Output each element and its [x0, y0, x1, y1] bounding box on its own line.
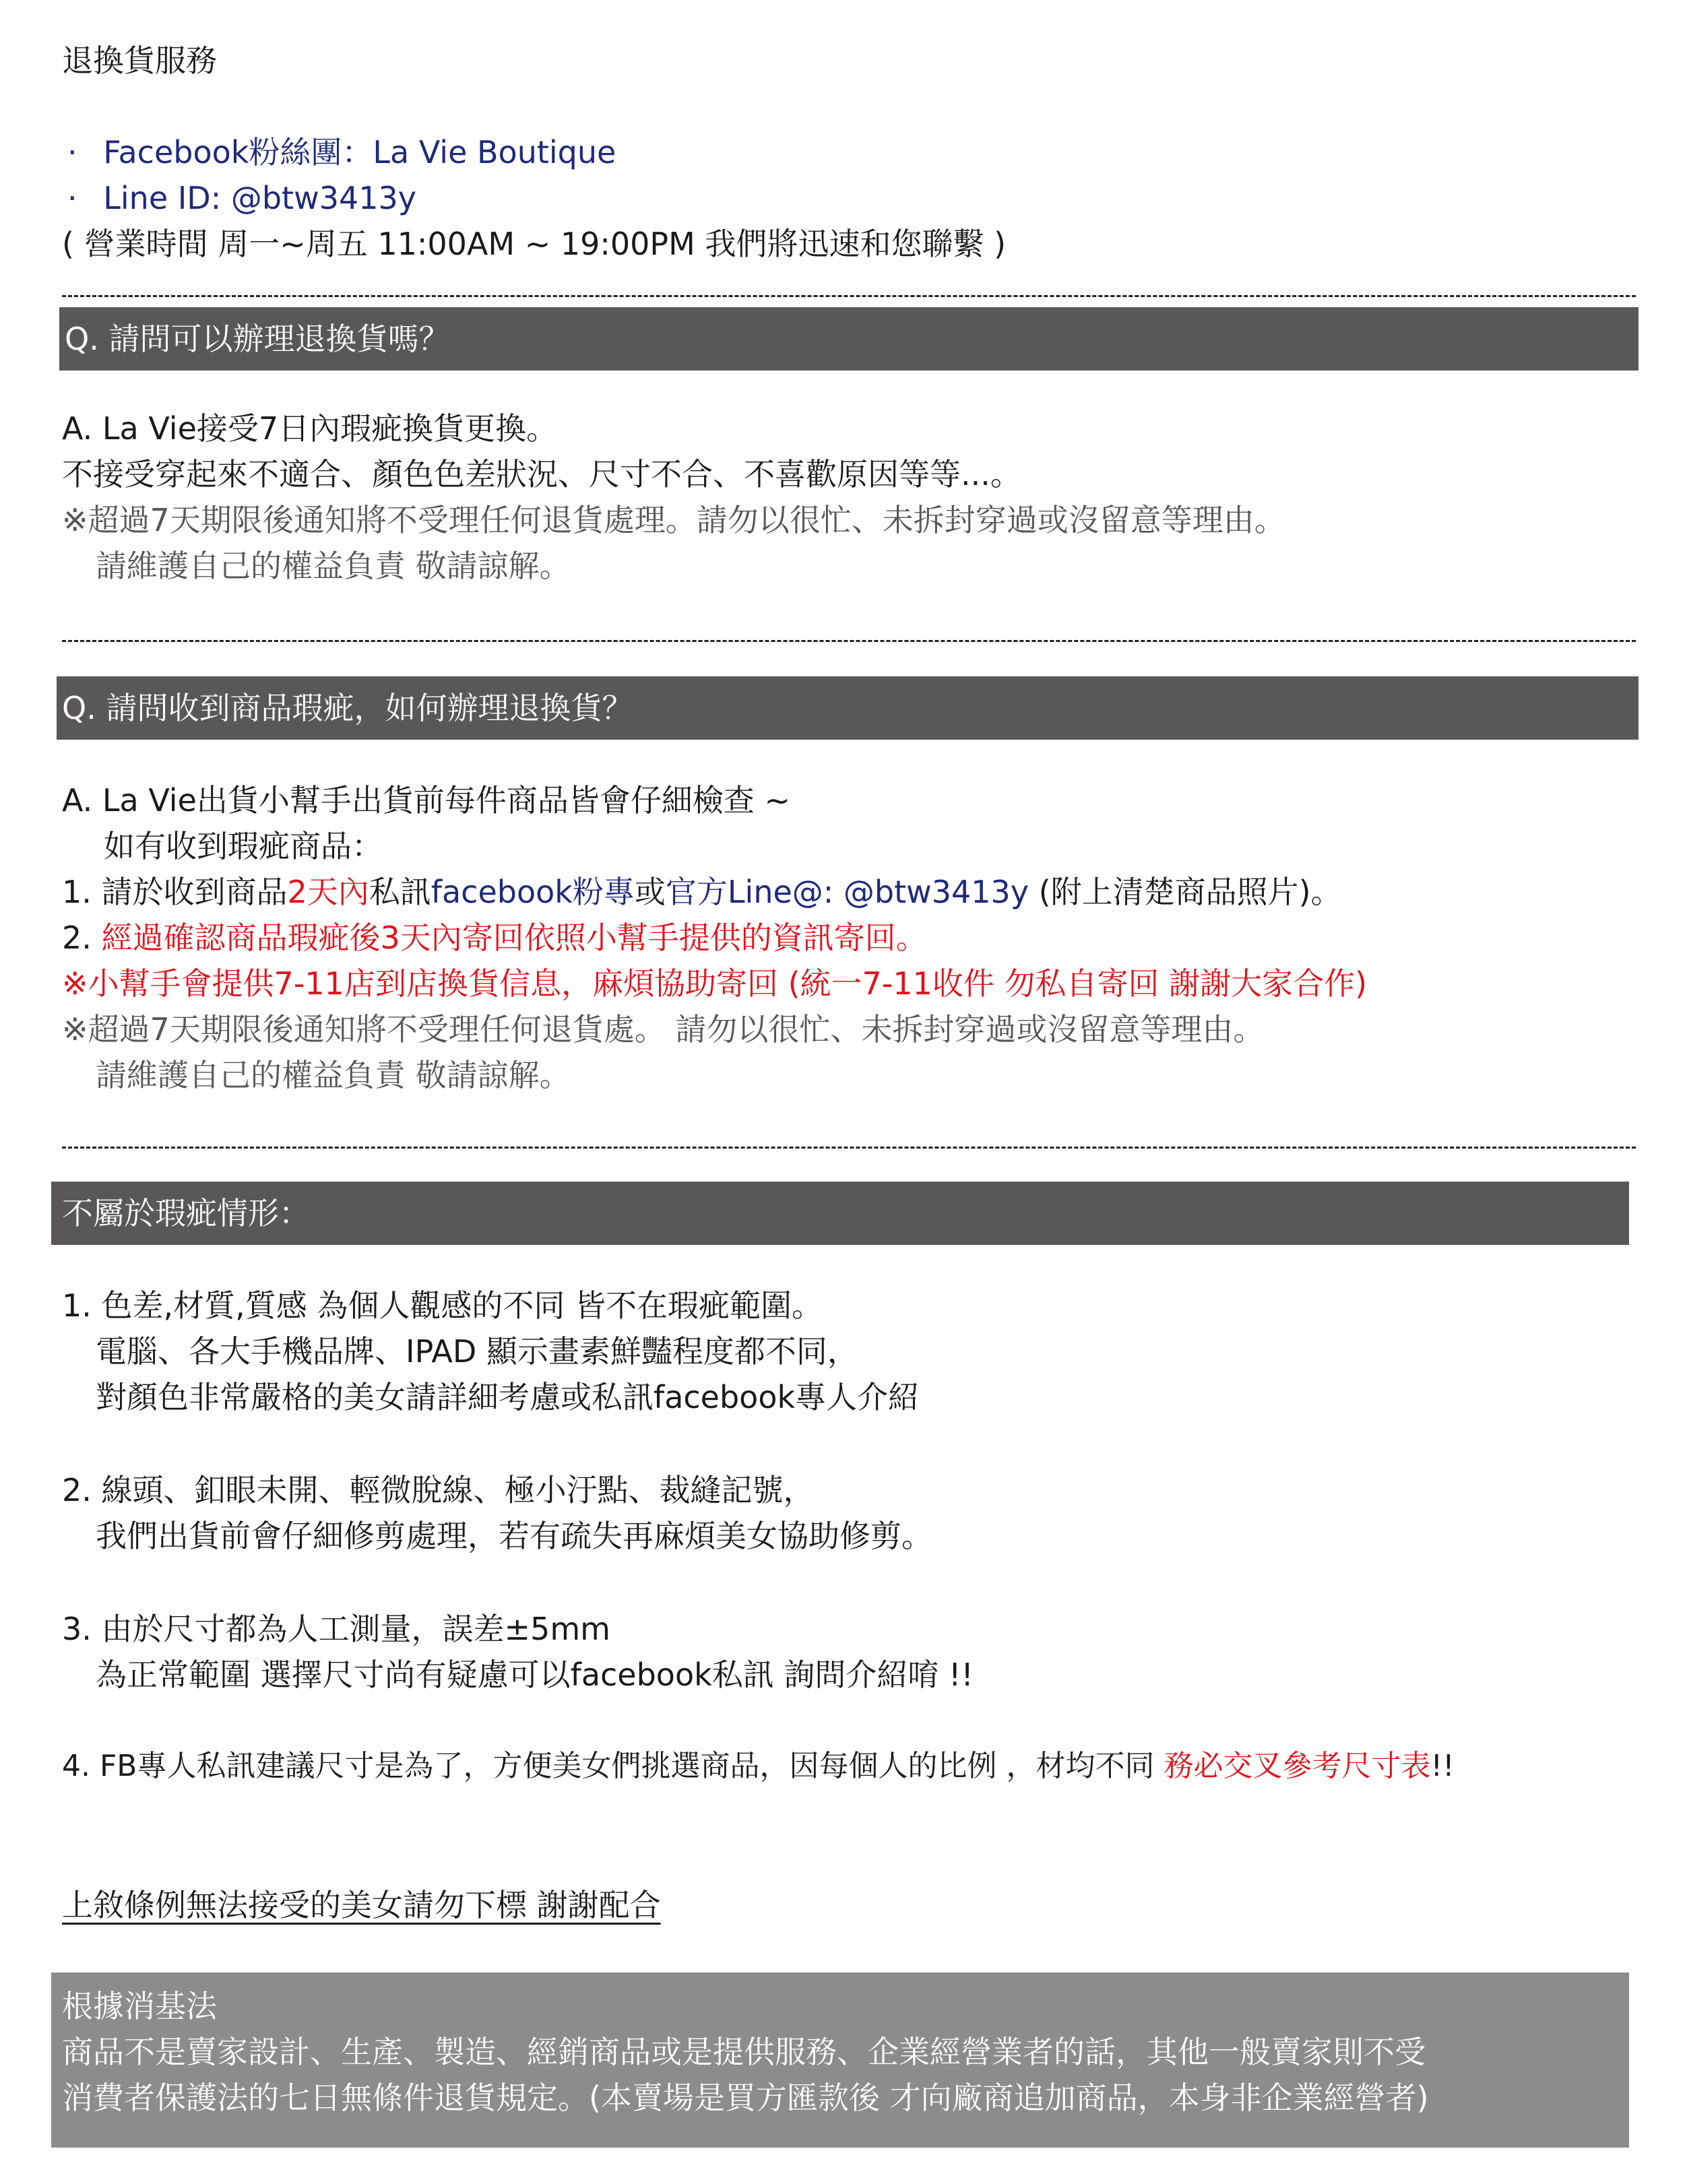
- note-2-line-2: 請維護自己的權益負責 敬請諒解。: [96, 1057, 571, 1093]
- item-1-line-2: 電腦、各大手機品牌、IPAD 顯示畫素鮮豔程度都不同，: [96, 1333, 858, 1370]
- question-bar-2: [57, 676, 1638, 740]
- note-2-line-1: ※超過7天期限後通知將不受理任何退貨處。 請勿以很忙、未拆封穿過或沒留意等理由。: [62, 1011, 1265, 1048]
- consumer-law-notice: [51, 1972, 1629, 2148]
- dashed-divider: [62, 1147, 1636, 1149]
- step-1-text: (附上清楚商品照片)。: [1029, 874, 1342, 910]
- question-1: Q. 請問可以辦理退換貨嗎？: [65, 321, 450, 357]
- facebook-contact: [67, 131, 616, 174]
- item-4-text: !!: [1430, 1749, 1455, 1783]
- answer-1-line-2: 不接受穿起來不適合、顏色色差狀況、尺寸不合、不喜歡原因等等...。: [62, 456, 1021, 492]
- facebook-link[interactable]: Facebook粉絲團：La Vie Boutique: [103, 134, 616, 170]
- footer-line-3: 消費者保護法的七日無條件退貨規定。(本賣場是買方匯款後 才向廠商追加商品，本身非企業經營者): [62, 2080, 1429, 2116]
- step-1-text: 私訊: [369, 874, 431, 910]
- step-2-text: 經過確認商品瑕疵後3天內寄回依照小幫手提供的資訊寄回。: [101, 920, 927, 956]
- item-2-line-1: 2. 線頭、釦眼未開、輕微脫線、極小汙點、裁縫記號，: [62, 1472, 815, 1508]
- closing-statement: 上敘條例無法接受的美女請勿下標 謝謝配合: [62, 1887, 661, 1923]
- question-2: Q. 請問收到商品瑕疵，如何辦理退換貨？: [62, 690, 633, 726]
- item-4-text: 4. FB專人私訊建議尺寸是為了，方便美女們挑選商品，因每個人的比例 ，材均不同: [62, 1749, 1164, 1783]
- step-2: [62, 916, 927, 959]
- size-chart-link: 務必交叉參考尺寸表: [1164, 1749, 1431, 1783]
- business-hours: ( 營業時間 周一~周五 11:00AM ~ 19:00PM 我們將迅速和您聯繫 ): [62, 226, 1007, 262]
- facebook-page-link[interactable]: facebook粉專: [431, 874, 635, 910]
- item-2-line-2: 我們出貨前會仔細修剪處理，若有疏失再麻煩美女協助修剪。: [96, 1518, 932, 1554]
- step-1-deadline: 2天內: [287, 874, 369, 910]
- non-defect-heading: 不屬於瑕疵情形：: [62, 1195, 310, 1231]
- footer-line-2: 商品不是賣家設計、生產、製造、經銷商品或是提供服務、企業經營業者的話，其他一般賣家則不受: [62, 2034, 1426, 2070]
- dashed-divider: [62, 295, 1636, 297]
- step-1: [62, 870, 1342, 913]
- item-1-line-3: 對顏色非常嚴格的美女請詳細考慮或私訊facebook專人介紹: [96, 1379, 920, 1415]
- question-bar-1: [59, 307, 1638, 371]
- footer-line-1: 根據消基法: [62, 1988, 217, 2024]
- bullet-dot: ·: [67, 180, 77, 216]
- step-2-number: 2.: [62, 920, 102, 956]
- note-1-line-1: ※超過7天期限後通知將不受理任何退貨處理。請勿以很忙、未拆封穿過或沒留意等理由。: [62, 502, 1285, 538]
- official-line-link[interactable]: 官方Line@: @btw3413y: [665, 874, 1029, 910]
- answer-2-line-1: A. La Vie出貨小幫手出貨前每件商品皆會仔細檢查 ~: [62, 782, 791, 818]
- line-contact: [67, 176, 416, 220]
- answer-1-line-1: A. La Vie接受7日內瑕疵換貨更換。: [62, 410, 558, 447]
- heading-bar-3: [51, 1182, 1629, 1245]
- page-title: 退換貨服務: [62, 42, 217, 79]
- item-1-line-1: 1. 色差,材質,質感 為個人觀感的不同 皆不在瑕疵範圍。: [62, 1287, 823, 1324]
- item-3-line-1: 3. 由於尺寸都為人工測量，誤差±5mm: [62, 1611, 610, 1647]
- line-id-link[interactable]: Line ID: @btw3413y: [103, 180, 416, 216]
- bullet-dot: ·: [67, 134, 77, 170]
- note-1-line-2: 請維護自己的權益負責 敬請諒解。: [96, 548, 571, 584]
- red-note: ※小幫手會提供7-11店到店換貨信息，麻煩協助寄回 (統一7-11收件 勿私自寄回 謝謝大家合作): [62, 965, 1368, 1002]
- item-4: [62, 1745, 1455, 1788]
- item-3-line-2: 為正常範圍 選擇尺寸尚有疑慮可以facebook私訊 詢問介紹唷 !!: [96, 1657, 974, 1693]
- dashed-divider: [62, 640, 1636, 642]
- step-1-text: 1. 請於收到商品: [62, 874, 288, 910]
- step-1-text: 或: [634, 874, 666, 910]
- answer-2-line-2: 如有收到瑕疵商品：: [104, 828, 383, 864]
